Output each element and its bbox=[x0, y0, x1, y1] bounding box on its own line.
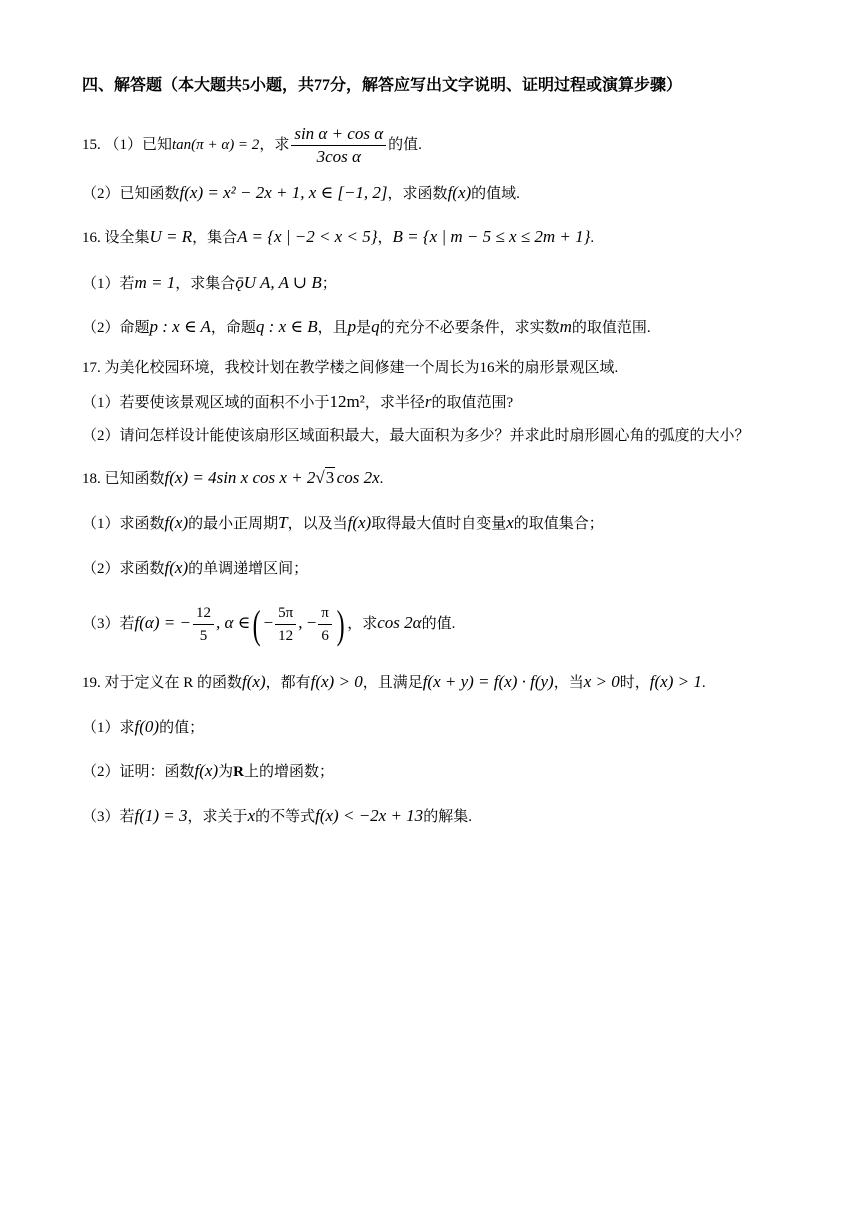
fraction-denominator: 6 bbox=[321, 628, 329, 645]
q18-p3-frac1 bbox=[193, 602, 214, 647]
q16-p2-pv: p bbox=[347, 317, 357, 336]
q15-p2-mid: ，求函数 bbox=[387, 186, 448, 202]
q19-p2-end: 上的增函数； bbox=[243, 764, 334, 780]
q16-p1-label: （1）若 bbox=[82, 276, 135, 292]
q19-text5: 时， bbox=[619, 675, 650, 691]
question-number: 15. bbox=[82, 136, 101, 153]
q16-p1-end: ； bbox=[321, 276, 337, 292]
q19-equation: f(x + y) = f(x) · f(y) bbox=[422, 672, 554, 691]
q19-p3-label: （3）若 bbox=[82, 809, 135, 825]
q18-part2 bbox=[82, 557, 308, 580]
q18-function-sqrt: 3 bbox=[325, 468, 335, 487]
q18-p3-comma: , − bbox=[298, 613, 317, 632]
q16-p2-label: （2）命题 bbox=[82, 320, 150, 336]
q15-p1-mid: ，求 bbox=[259, 136, 290, 153]
q18-p1-mid1: 的最小正周期 bbox=[188, 516, 279, 532]
q18-p2-f: f(x) bbox=[164, 558, 189, 577]
q16-part2 bbox=[82, 316, 651, 339]
sqrt-icon: √ bbox=[315, 468, 325, 487]
q16-set-a: A = {x | −2 < x < 5} bbox=[237, 227, 378, 246]
q18-p1-f: f(x) bbox=[164, 513, 189, 532]
q16-p2-end: 的取值范围. bbox=[571, 320, 651, 336]
q18-p3-fa: f(α) = − bbox=[134, 613, 191, 632]
q19-p3-end: 的解集. bbox=[423, 809, 472, 825]
q16-p1-m: m = 1 bbox=[134, 273, 176, 292]
q15-p1-end: 的值. bbox=[388, 136, 422, 153]
q18-stem bbox=[82, 467, 383, 490]
q17-p1-mid: ，求半径 bbox=[364, 395, 425, 411]
fraction-numerator: 5π bbox=[275, 602, 296, 625]
q18-p2-label: （2）求函数 bbox=[82, 561, 165, 577]
q17-p1-area: 12m² bbox=[329, 392, 365, 411]
q19-text3: ，且满足 bbox=[362, 675, 423, 691]
q16-p2-mv: m bbox=[559, 317, 572, 336]
q16-part1 bbox=[82, 272, 337, 295]
question-number: 19. bbox=[82, 675, 101, 691]
q16-universal-set: U = R bbox=[149, 227, 193, 246]
q18-p3-frac3 bbox=[318, 602, 332, 647]
q18-p3-label: （3）若 bbox=[82, 616, 135, 632]
q16-set-b: B = {x | m − 5 ≤ x ≤ 2m + 1} bbox=[392, 227, 591, 246]
q18-p3-mid: ，求 bbox=[347, 616, 378, 632]
q17-p1-end: 的取值范围? bbox=[431, 395, 514, 411]
left-paren-icon: ( bbox=[252, 601, 261, 647]
q18-p3-in: , α ∈ bbox=[215, 613, 251, 632]
q18-function-pre: f(x) = 4sin x cos x + 2 bbox=[164, 468, 316, 487]
fraction-numerator: 12 bbox=[193, 602, 214, 625]
q19-p1-end: 的值； bbox=[159, 720, 205, 736]
q18-function-post: cos 2x bbox=[336, 468, 380, 487]
q16-text2: ，集合 bbox=[192, 230, 238, 246]
q18-part3 bbox=[82, 600, 455, 647]
q19-part3 bbox=[82, 805, 472, 828]
q16-end: . bbox=[590, 230, 595, 246]
q18-end: . bbox=[379, 471, 384, 487]
q19-p2-mid: 为 bbox=[218, 764, 234, 780]
q16-text1: 设全集 bbox=[104, 230, 150, 246]
q19-p2-label: （2）证明：函数 bbox=[82, 764, 195, 780]
q19-p3-mid2: 的不等式 bbox=[255, 809, 316, 825]
fraction-denominator: 12 bbox=[278, 628, 294, 645]
q15-p1-label: （1）已知 bbox=[104, 136, 173, 153]
q16-p1-sets: ǭU A, A ∪ B bbox=[235, 273, 322, 292]
q18-text: 已知函数 bbox=[104, 471, 165, 487]
q15-p2-f: f(x) bbox=[447, 183, 472, 202]
q19-p2-f: f(x) bbox=[194, 761, 219, 780]
q16-p2-mid1: ，命题 bbox=[210, 320, 256, 336]
q19-stem bbox=[82, 671, 706, 694]
q15-p1-condition: tan(π + α) = 2 bbox=[172, 136, 260, 153]
q16-p2-mid4: 的充分不必要条件，求实数 bbox=[379, 320, 560, 336]
q17-text: 为美化校园环境，我校计划在教学楼之间修建一个周长为16米的扇形景观区域. bbox=[104, 360, 619, 376]
q19-end: . bbox=[701, 675, 706, 691]
question-number: 16. bbox=[82, 230, 101, 246]
fraction-denominator: 5 bbox=[199, 628, 208, 645]
q19-p1-label: （1）求 bbox=[82, 720, 135, 736]
q16-stem bbox=[82, 226, 594, 249]
q17-part2: （2）请问怎样设计能使该扇形区域面积最大，最大面积为多少？并求此时扇形圆心角的弧度的大小？ bbox=[82, 428, 750, 444]
q15-part1 bbox=[82, 123, 422, 168]
q17-p1-r: r bbox=[424, 392, 432, 411]
q19-text2: ，都有 bbox=[265, 675, 311, 691]
q18-p3-cos: cos 2α bbox=[377, 613, 422, 632]
q19-positive: f(x) > 0 bbox=[310, 672, 363, 691]
q17-part1 bbox=[82, 391, 513, 414]
q19-part1 bbox=[82, 716, 204, 739]
q19-f: f(x) bbox=[242, 672, 266, 691]
q19-p3-x: x bbox=[247, 806, 256, 825]
q16-p2-mid2: ，且 bbox=[317, 320, 348, 336]
q16-p2-q: q : x ∈ B bbox=[255, 317, 318, 336]
q18-p1-end: 的取值集合； bbox=[513, 516, 604, 532]
fraction-numerator: sin α + cos α bbox=[291, 123, 386, 146]
q16-p2-qv: q bbox=[371, 317, 380, 336]
q17-stem bbox=[82, 357, 618, 379]
right-paren-icon: ) bbox=[336, 601, 345, 647]
q18-p3-end: 的值. bbox=[421, 616, 456, 632]
q19-text1: 对于定义在 R 的函数 bbox=[104, 675, 243, 691]
q16-sep: ， bbox=[377, 230, 393, 246]
q15-p2-function: f(x) = x² − 2x + 1, x ∈ [−1, 2] bbox=[179, 183, 388, 202]
q18-p1-x: x bbox=[506, 513, 514, 532]
q18-p2-end: 的单调递增区间； bbox=[188, 561, 309, 577]
fraction-numerator: π bbox=[318, 602, 332, 625]
q18-p3-frac2 bbox=[275, 602, 296, 647]
q15-p2-end: 的值域. bbox=[471, 186, 520, 202]
q19-p2-R: R bbox=[233, 764, 244, 780]
q19-p3-inequality: f(x) < −2x + 13 bbox=[315, 806, 424, 825]
q18-p1-T: T bbox=[278, 513, 288, 532]
q17-p1-label: （1）若要使该景观区域的面积不小于 bbox=[82, 395, 330, 411]
question-number: 18. bbox=[82, 471, 101, 487]
q15-p1-fraction bbox=[291, 123, 386, 168]
q19-p3-mid: ，求关于 bbox=[187, 809, 248, 825]
q19-p1-f0: f(0) bbox=[134, 717, 160, 736]
q18-p3-minus: − bbox=[263, 613, 274, 632]
q16-p1-mid: ，求集合 bbox=[175, 276, 236, 292]
q19-part2 bbox=[82, 760, 334, 783]
fraction-denominator: 3cos α bbox=[316, 147, 361, 166]
q19-gt1: f(x) > 1 bbox=[649, 672, 702, 691]
q16-p2-mid3: 是 bbox=[356, 320, 372, 336]
q18-p1-label: （1）求函数 bbox=[82, 516, 165, 532]
q18-p1-f2: f(x) bbox=[347, 513, 372, 532]
q18-p1-mid2: ，以及当 bbox=[287, 516, 348, 532]
q16-p2-p: p : x ∈ A bbox=[149, 317, 211, 336]
question-number: 17. bbox=[82, 360, 101, 376]
q15-p2-label: （2）已知函数 bbox=[82, 186, 180, 202]
section-heading: 四、解答题（本大题共5小题，共77分，解答应写出文字说明、证明过程或演算步骤） bbox=[82, 77, 683, 94]
q19-condition: x > 0 bbox=[583, 672, 620, 691]
q19-p3-f1: f(1) = 3 bbox=[134, 806, 188, 825]
q18-part1 bbox=[82, 512, 604, 535]
q19-text4: ，当 bbox=[553, 675, 584, 691]
q18-p1-mid3: 取得最大值时自变量 bbox=[371, 516, 507, 532]
q15-part2 bbox=[82, 182, 520, 205]
